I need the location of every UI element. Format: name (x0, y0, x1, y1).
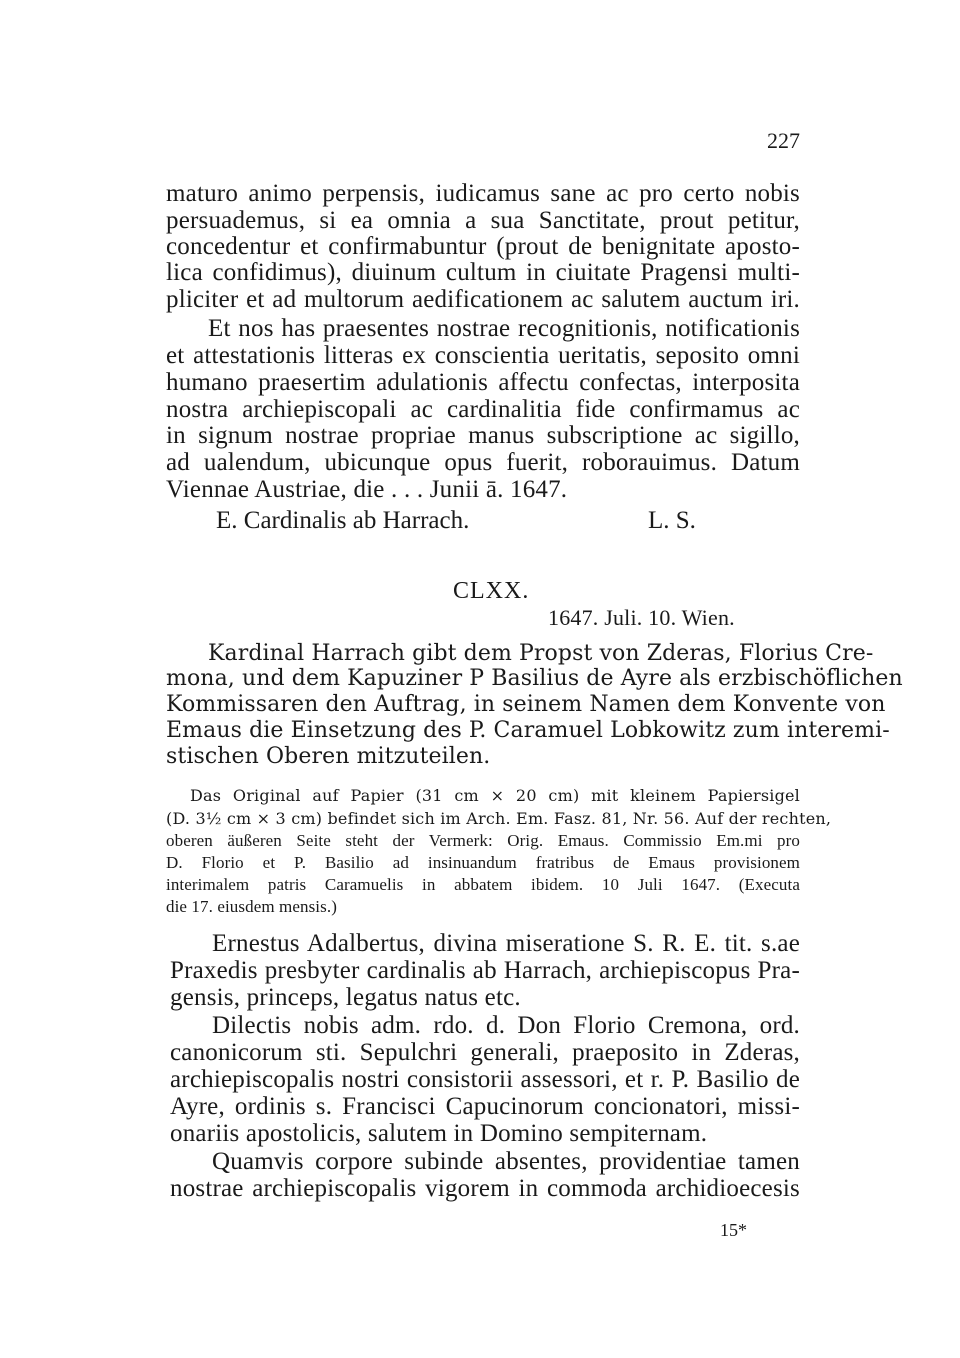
summary-line: Kardinal Harrach gibt dem Propst von Zderas, Florius Cre- (208, 641, 874, 666)
dateline: 1647. Juli. 10. Wien. (548, 605, 735, 630)
text-line: onariis apostolicis, salutem in Domino sempiternam. (170, 1120, 708, 1147)
text-line: persuademus, si ea omnia a sua Sanctitate, prout petitur, (166, 207, 800, 234)
text-line: maturo animo perpensis, iudicamus sane ac pro certo nobis (166, 180, 800, 207)
page-number: 227 (767, 128, 800, 153)
text-line: concedentur et confirmabuntur (prout de benignitate aposto- (166, 233, 800, 260)
text-line: et attestationis litteras ex conscientia ueritatis, seposito omni (166, 342, 800, 369)
text-line: humano praesertim adulationis affectu confectas, interposita (166, 369, 800, 396)
text-line: in signum nostrae propriae manus subscriptione ac sigillo, (166, 422, 800, 449)
text-line: Ernestus Adalbertus, divina miseratione S. R. E. tit. s.ae (212, 930, 800, 957)
source-note-line: D. Florio et P. Basilio ad insinuandum fratribus de Emaus provisionem (166, 853, 800, 872)
text-line: lica confidimus), diuinum cultum in ciuitate Pragensi multi- (166, 259, 800, 286)
text-line: Viennae Austriae, die . . . Junii ā. 1647. (166, 476, 568, 503)
summary-line: Kommissaren den Auftrag, in seinem Namen dem Konvente von (166, 692, 886, 717)
text-line: Quamvis corpore subinde absentes, providentiae tamen (212, 1148, 800, 1175)
text-line: Praxedis presbyter cardinalis ab Harrach, archiepiscopus Pra- (170, 957, 800, 984)
source-note-line: Das Original auf Papier (31 cm × 20 cm) mit kleinem Papiersigel (190, 786, 800, 805)
text-line: nostrae archiepiscopalis vigorem in commoda archidioecesis (170, 1175, 800, 1202)
text-line: ad ualendum, ubicunque opus fuerit, roborauimus. Datum (166, 449, 800, 476)
text-line: archiepiscopalis nostri consistorii assessori, et r. P. Basilio de (170, 1066, 800, 1093)
summary-line: stischen Oberen mitzuteilen. (166, 744, 491, 769)
source-note-line: die 17. eiusdem mensis.) (166, 897, 337, 916)
text-line: gensis, princeps, legatus natus etc. (170, 984, 521, 1011)
source-note-line: interimalem patris Caramuelis in abbatem ibidem. 10 Juli 1647. (Executa (166, 875, 800, 894)
source-note-line: oberen äußeren Seite steht der Vermerk: Orig. Emaus. Commissio Em.mi pro (166, 831, 800, 850)
document-number: CLXX. (453, 578, 530, 604)
summary-line: Emaus die Einsetzung des P. Caramuel Lobkowitz zum interemi- (166, 718, 890, 743)
text-line: canonicorum sti. Sepulchri generali, praeposito in Zderas, (170, 1039, 800, 1066)
signature-name: E. Cardinalis ab Harrach. (216, 507, 470, 534)
signature-mark: 15* (720, 1220, 747, 1240)
text-line: Ayre, ordinis s. Francisci Capucinorum concionatori, missi- (170, 1093, 800, 1120)
text-line: Et nos has praesentes nostrae recognitionis, notificationis (208, 315, 800, 342)
summary-line: mona, und dem Kapuziner P Basilius de Ayre als erzbischöflichen (166, 666, 903, 691)
seal-mark: L. S. (648, 507, 696, 534)
text-line: Dilectis nobis adm. rdo. d. Don Florio Cremona, ord. (212, 1012, 800, 1039)
text-line: nostra archiepiscopali ac cardinalitia fide confirmamus ac (166, 396, 800, 423)
source-note-line: (D. 3½ cm × 3 cm) befindet sich im Arch. Em. Fasz. 81, Nr. 56. Auf der rechten, (166, 809, 832, 828)
text-line: pliciter et ad multorum aedificationem ac salutem auctum iri. (166, 286, 800, 313)
